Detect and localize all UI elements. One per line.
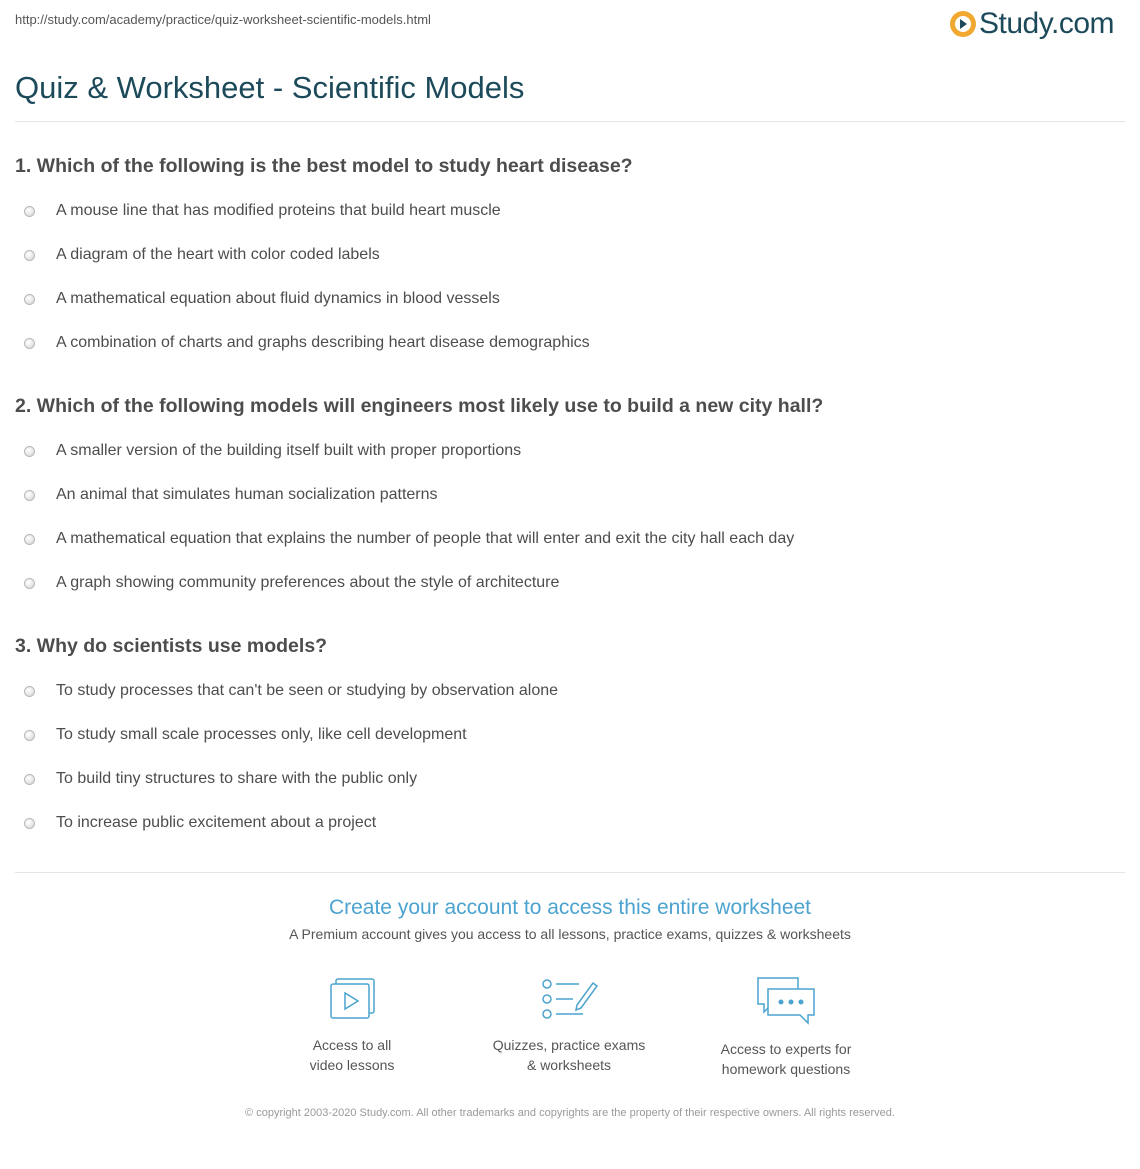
answer-label: A mathematical equation about fluid dynamics in blood vessels [56,290,500,307]
question-3 [15,635,1125,845]
answer-option[interactable] [15,713,1125,757]
answer-option[interactable] [15,189,1125,233]
answer-label: An animal that simulates human socialization patterns [56,486,438,503]
answer-label: A smaller version of the building itself built with proper proportions [56,442,522,459]
logo-text: Study.com [979,7,1114,40]
answer-option[interactable] [15,757,1125,801]
cta-link[interactable]: Create your account to access this entire worksheet [328,896,812,919]
title-divider [15,121,1125,122]
chat-bubbles-icon [754,975,818,1027]
answer-label: A mathematical equation that explains the number of people that will enter and exit the city hall each day [56,530,795,547]
answer-option[interactable] [15,277,1125,321]
answer-option[interactable] [15,561,1125,605]
question-text: 2. Which of the following models will engineers most likely use to build a new city hall? [15,395,824,417]
radio-button-icon[interactable] [24,686,35,697]
video-lessons-icon [324,975,380,1023]
radio-button-icon[interactable] [24,294,35,305]
answer-label: A mouse line that has modified proteins that build heart muscle [56,202,501,219]
answer-option[interactable] [15,517,1125,561]
page-title: Quiz & Worksheet - Scientific Models [15,70,525,105]
radio-button-icon[interactable] [24,730,35,741]
feature-label: Quizzes, practice exams & worksheets [492,1037,646,1073]
play-logo-icon [950,11,976,37]
question-2 [15,395,1125,605]
answer-option[interactable] [15,233,1125,277]
radio-button-icon[interactable] [24,490,35,501]
radio-button-icon[interactable] [24,250,35,261]
feature-quizzes [479,975,659,1075]
feature-label: Access to all video lessons [309,1037,395,1073]
radio-button-icon[interactable] [24,818,35,829]
study-logo[interactable] [950,6,1114,42]
cta-subtitle: A Premium account gives you access to all lessons, practice exams, quizzes & worksheets [289,926,851,942]
radio-button-icon[interactable] [24,774,35,785]
quiz-checklist-icon [539,975,599,1023]
answer-option[interactable] [15,321,1125,365]
answer-label: To study processes that can't be seen or studying by observation alone [56,682,559,699]
answer-label: A graph showing community preferences about the style of architecture [56,574,560,591]
answer-list [15,669,1125,845]
answer-label: To build tiny structures to share with the public only [56,770,418,787]
radio-button-icon[interactable] [24,338,35,349]
question-1 [15,155,1125,365]
radio-button-icon[interactable] [24,578,35,589]
question-text: 3. Why do scientists use models? [15,635,328,657]
answer-label: To increase public excitement about a project [56,814,377,831]
answer-option[interactable] [15,429,1125,473]
radio-button-icon[interactable] [24,534,35,545]
answer-option[interactable] [15,801,1125,845]
answer-list [15,189,1125,365]
page-url: http://study.com/academy/practice/quiz-worksheet-scientific-models.html [15,12,431,27]
radio-button-icon[interactable] [24,206,35,217]
question-text: 1. Which of the following is the best model to study heart disease? [15,155,633,177]
answer-list [15,429,1125,605]
feature-video-lessons [262,975,442,1075]
answer-label: A diagram of the heart with color coded labels [56,246,380,263]
copyright-notice [0,1105,1140,1122]
feature-label: Access to experts for homework questions [720,1041,852,1077]
radio-button-icon[interactable] [24,446,35,457]
answer-label: A combination of charts and graphs describing heart disease demographics [56,334,590,351]
answer-option[interactable] [15,669,1125,713]
feature-experts [696,975,876,1079]
answer-option[interactable] [15,473,1125,517]
copyright-text: © copyright 2003-2020 Study.com. All other trademarks and copyrights are the property of their respective owners. All rights reserved. [245,1107,895,1119]
answer-label: To study small scale processes only, like cell development [56,726,467,743]
section-divider [15,872,1125,873]
